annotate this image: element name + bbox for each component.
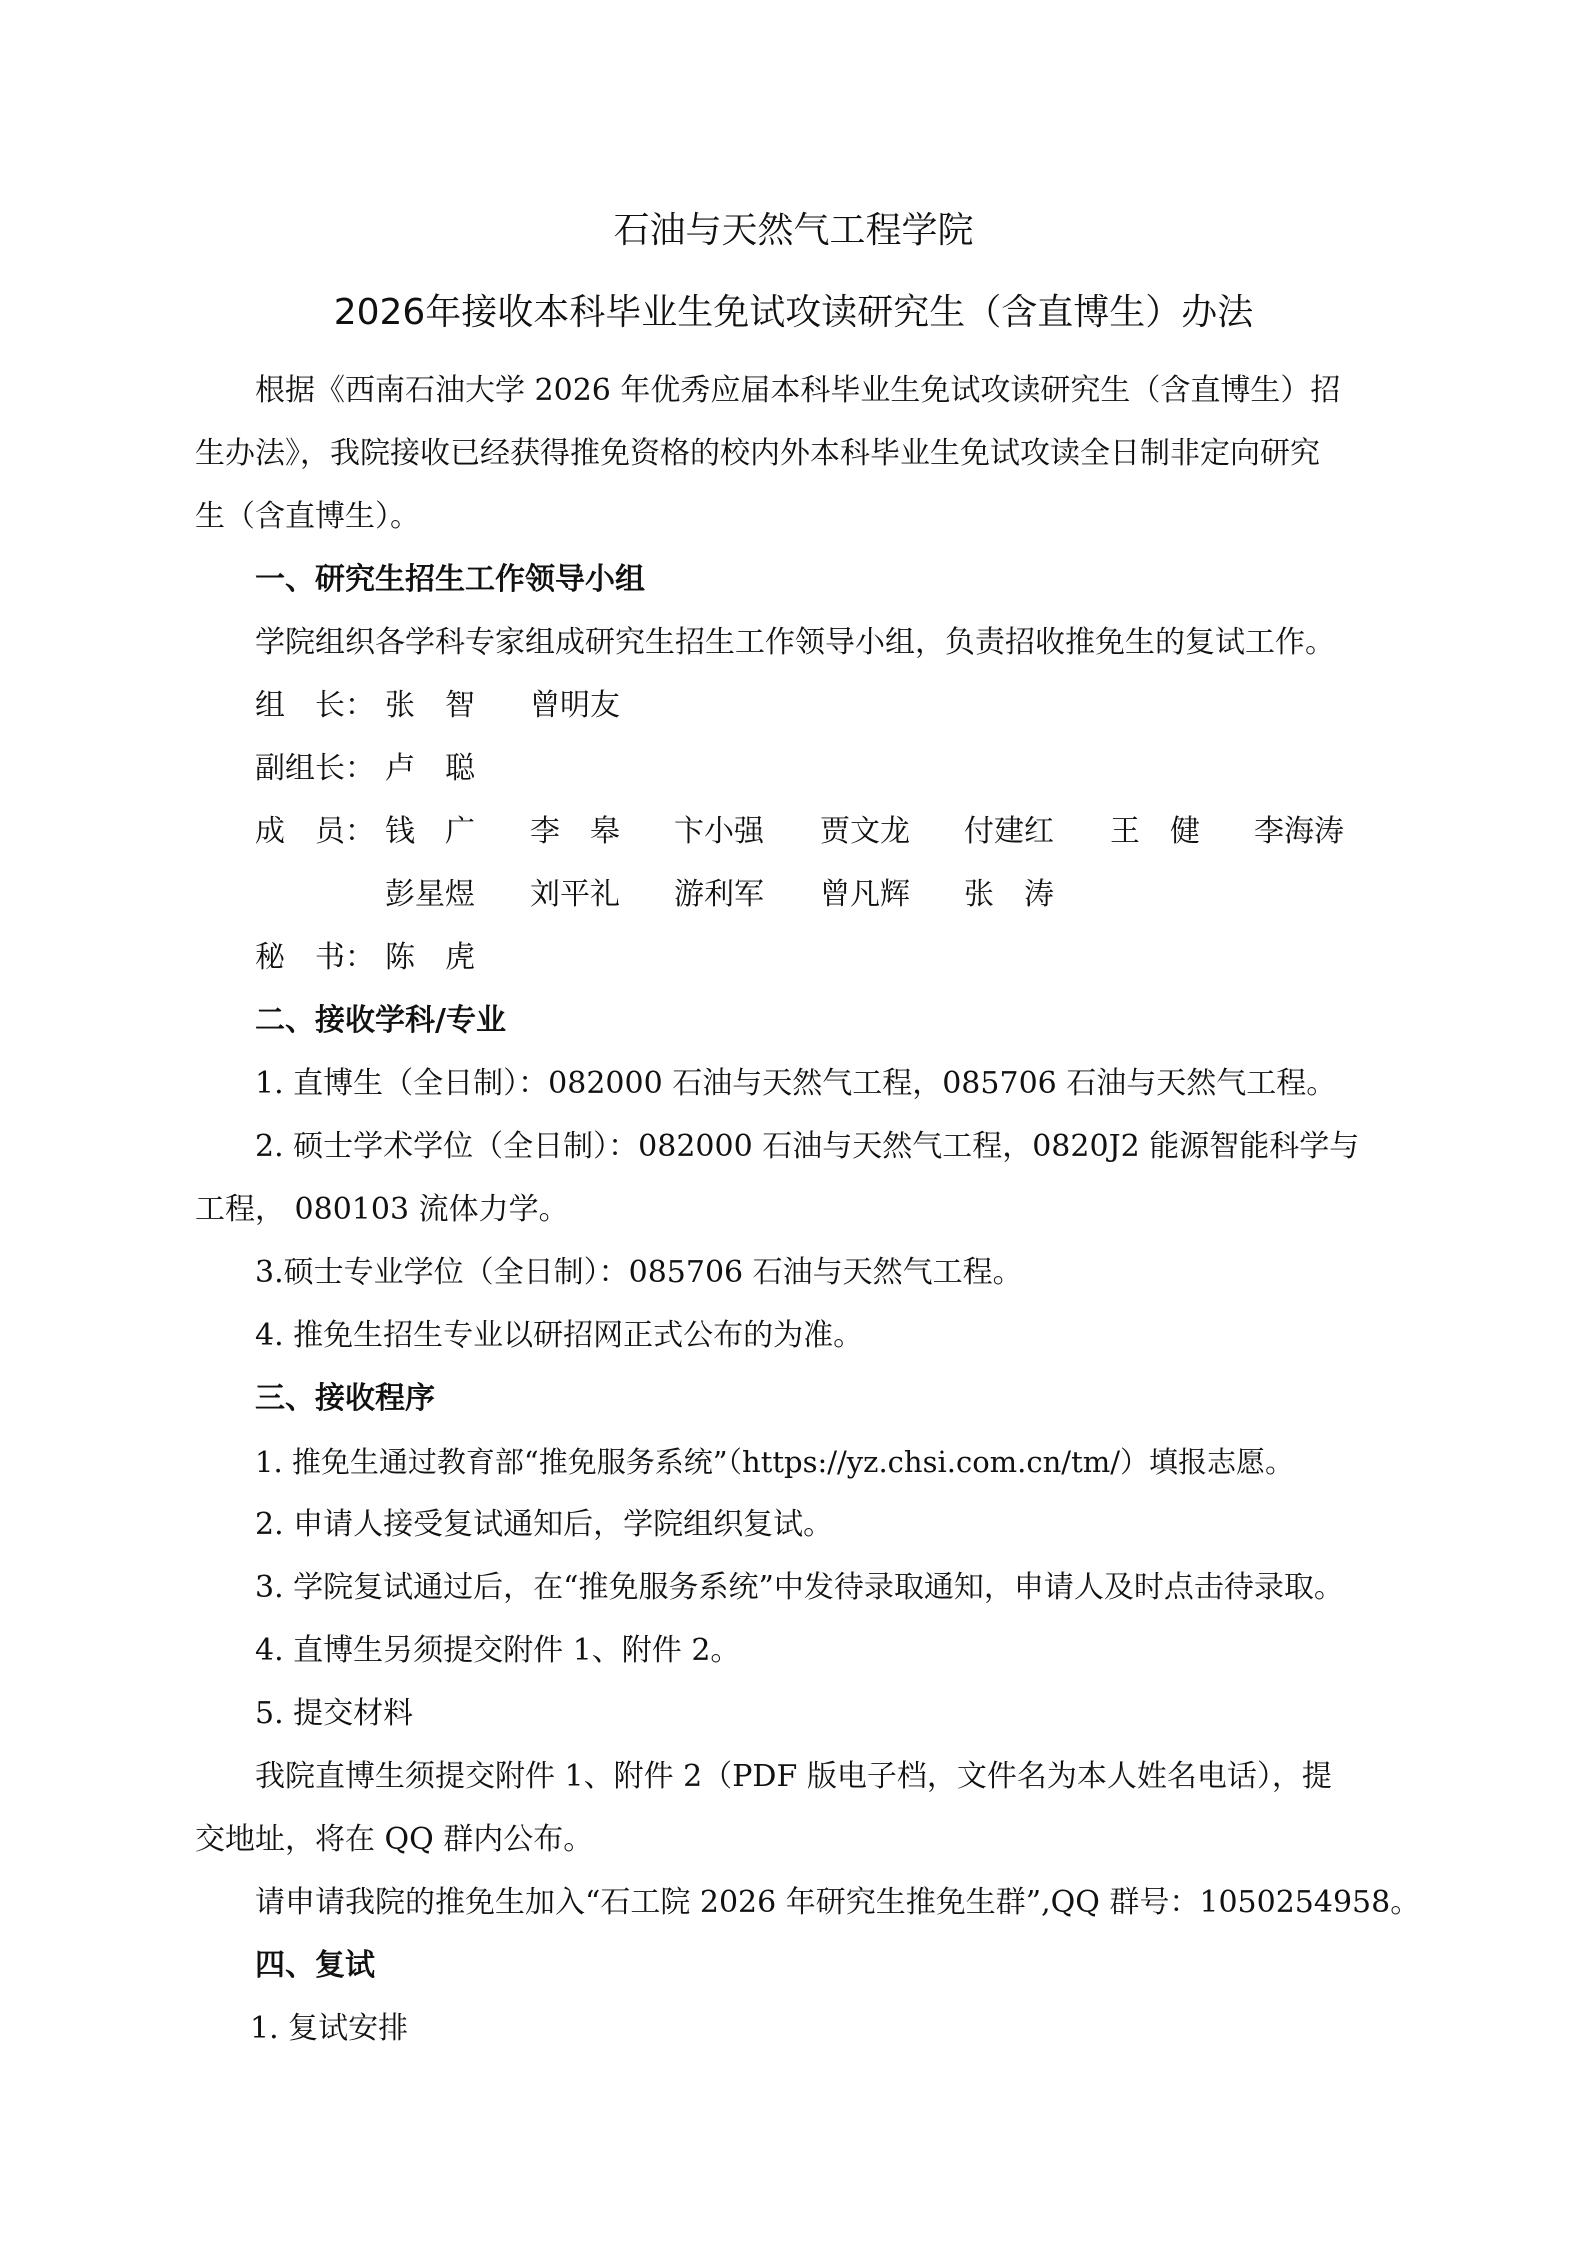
document-title-line2: 2026年接收本科毕业生免试攻读研究生（含直博生）办法 bbox=[333, 292, 1254, 333]
document-title-line1: 石油与天然气工程学院 bbox=[613, 210, 974, 251]
member-name: 曾凡辉 bbox=[820, 877, 910, 912]
intro-line-1: 根据《西南石油大学 2026 年优秀应届本科毕业生免试攻读研究生（含直博生）招 bbox=[255, 373, 1341, 408]
section3-item3: 3. 学院复试通过后，在“推免服务系统”中发待录取通知，申请人及时点击待录取。 bbox=[255, 1570, 1344, 1605]
section4-heading: 四、复试 bbox=[255, 1948, 375, 1983]
member-name: 张 涛 bbox=[964, 877, 1054, 912]
secretary-label: 秘 书： bbox=[255, 940, 375, 975]
member-name: 刘平礼 bbox=[530, 877, 620, 912]
secretary-name: 陈 虎 bbox=[385, 940, 475, 975]
member-name: 钱 广 bbox=[385, 814, 475, 849]
leader-name: 张 智 bbox=[385, 688, 475, 723]
section3-item5: 5. 提交材料 bbox=[255, 1696, 414, 1731]
leader-label: 组 长： bbox=[255, 688, 375, 723]
section2-item2-line1: 2. 硕士学术学位（全日制）：082000 石油与天然气工程，0820J2 能源智能科学与 bbox=[255, 1129, 1360, 1164]
section3-heading: 三、接收程序 bbox=[255, 1381, 435, 1416]
section1-heading: 一、研究生招生工作领导小组 bbox=[255, 562, 645, 597]
section2-item4: 4. 推免生招生专业以研招网正式公布的为准。 bbox=[255, 1318, 864, 1353]
deputy-name: 卢 聪 bbox=[385, 751, 475, 786]
members-label: 成 员： bbox=[255, 814, 375, 849]
section2-item3: 3.硕士专业学位（全日制）：085706 石油与天然气工程。 bbox=[255, 1255, 1023, 1290]
deputy-label: 副组长： bbox=[255, 751, 375, 786]
section4-item1: 1. 复试安排 bbox=[250, 2011, 409, 2046]
section3-item2: 2. 申请人接受复试通知后，学院组织复试。 bbox=[255, 1507, 834, 1542]
intro-line-3: 生（含直博生）。 bbox=[195, 499, 420, 534]
intro-line-2: 生办法》，我院接收已经获得推免资格的校内外本科毕业生免试攻读全日制非定向研究 bbox=[195, 436, 1320, 471]
section1-text: 学院组织各学科专家组成研究生招生工作领导小组，负责招收推免生的复试工作。 bbox=[255, 625, 1335, 660]
member-name: 卞小强 bbox=[674, 814, 764, 849]
member-name: 贾文龙 bbox=[820, 814, 910, 849]
member-name: 李 皋 bbox=[530, 814, 620, 849]
section3-item4: 4. 直博生另须提交附件 1、附件 2。 bbox=[255, 1633, 741, 1668]
section3-para1-line1: 我院直博生须提交附件 1、附件 2（PDF 版电子档，文件名为本人姓名电话），提 bbox=[255, 1759, 1332, 1794]
section3-item1: 1. 推免生通过教育部“推免服务系统”（https://yz.chsi.com.cn/tm/）填报志愿。 bbox=[255, 1445, 1294, 1479]
member-name: 付建红 bbox=[964, 814, 1054, 849]
section3-para2: 请申请我院的推免生加入“石工院 2026 年研究生推免生群”,QQ 群号：1050254958。 bbox=[255, 1885, 1421, 1920]
section2-heading: 二、接收学科/专业 bbox=[255, 1003, 506, 1038]
member-name: 王 健 bbox=[1110, 814, 1200, 849]
section2-item1: 1. 直博生（全日制）：082000 石油与天然气工程，085706 石油与天然气工程。 bbox=[255, 1066, 1337, 1101]
section3-para1-line2: 交地址，将在 QQ 群内公布。 bbox=[195, 1822, 594, 1857]
member-name: 游利军 bbox=[674, 877, 764, 912]
leader-name: 曾明友 bbox=[530, 688, 620, 723]
member-name: 李海涛 bbox=[1254, 814, 1344, 849]
section2-item2-line2: 工程， 080103 流体力学。 bbox=[195, 1192, 569, 1227]
member-name: 彭星煜 bbox=[385, 877, 475, 912]
